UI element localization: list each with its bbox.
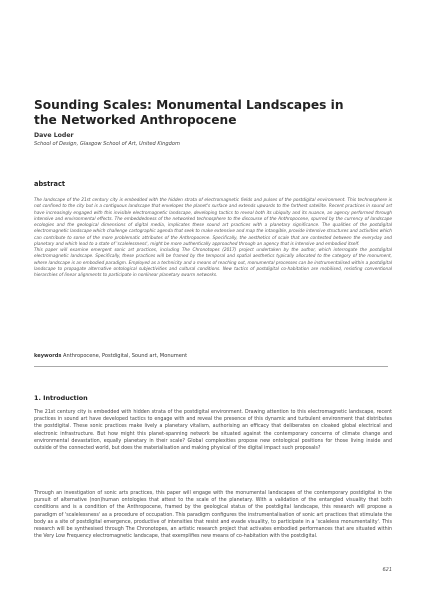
- body-paragraph: Through an investigation of sonic arts practices, this paper will engage with the monumental landscapes of the contemporary postdigital in the pursuit of alternative (non)human ontologies that attest to the scale of the planetary. With a validation of the entangled visuality that both conditions and is a condition of the Anthropocene, framed by the geological status of the postdigital landscape, this research will propose a paradigm of 'scalelessness' as a procedure of occupation. This paradigm configures the instrumentalisation of sonic art practices that stimulate the body as a site of postdigital emergence, productive of intensities that resist and evade visuality, to participate in a 'scaleless monumentality'. This research will be synthesised through The Chronotopes, an artistic research project that activates embodied performances that are situated within the Very Low Frequency electromagnetic landscape, that exemplifies new means of co-habitation with the postdigital.: [34, 491, 392, 540]
- paper-title: Sounding Scales: Monumental Landscapes in the Networked Anthropocene: [34, 98, 344, 127]
- abstract-paragraph: The landscape of the 21st century city is embedded with the hidden strata of electromagnetic fields and pulses of the postdigital environment. This technosphere is not confined to the city but is a contiguous landscape that envelopes the planet's surface and extends upwards to the farthest satellite. Recent practices in sound art have increasingly engaged with this invisible electromagnetic landscape, developing tactics to reveal both its ubiquity and its nuance, an agency performed through intensive and environmental effects. The embeddedness of the networked technosphere to the discourse of the Anthropocene, spurred by the currency of landscape ecologies and the geological dimensions of digital media, implicates these sound art practices with a planetary significance. The qualities of the postdigital electromagnetic landscape which challenge cartographic agenda that seek to make extensive and map the intangible, provide intensive structures and activities which can contribute to some of the more problematic attributes of the Anthropocene. Specifically, the aesthetics of scale that are contested between the everyday and planetary and which lead to a state of 'scalelessness', might be more authentically approached through an agency that is intensive and embodied itself.: [34, 198, 392, 247]
- keywords-list: Anthropocene, Postdigital, Sound art, Monument: [63, 353, 188, 359]
- keywords-label: keywords: [34, 353, 62, 359]
- author-name: Dave Loder: [34, 132, 74, 139]
- abstract-paragraph: This paper will examine emergent sonic art practices, including The Chronotopes (2017) project undertaken by the author, which interrogate the postdigital electromagnetic landscape. Specifically, these practices will be framed by the temporal and spatial aesthetics typically allocated to the category of the monument, where landscape is an embodied paradigm. Employed as a technicity and a means of reaching out, monumental processes can be instrumentalised within a postdigital landscape to propagate alternative ontological subjectivities and cultural conditions. New tactics of postdigital co-habitation are mobilised, resisting conventional hierarchies of linear alignments to participate in nonlinear planetary swarm networks.: [34, 248, 392, 278]
- author-affiliation: School of Design, Glasgow School of Art, United Kingdom: [34, 141, 180, 147]
- page-number: 621: [382, 567, 392, 573]
- body-paragraph: The 21st century city is embedded with hidden strata of the postdigital environment. Drawing attention to this electromagnetic landscape, recent practices in sound art have developed tactics to engage with and reveal the presence of this dynamic and turbulent environment that distributes the postdigital. These sonic practices make lively a planetary vitalism, authorising an efficacy that deliberates on cloaked global electrical and electronic infrastructure. But how might this planet-spanning network be situated against the contemporary concerns of climate change and environmental devastation, equally planetary in their scale? Global complexities propose new ontological positions for those living inside and outside of the connected world, but does the materialisation and making physical of the digital impact such proposals?: [34, 410, 392, 452]
- keywords-line: [34, 353, 187, 359]
- section-divider: [34, 366, 388, 367]
- abstract-heading: abstract: [34, 180, 66, 188]
- section-heading: 1. Introduction: [34, 394, 88, 402]
- abstract-text: [34, 198, 392, 279]
